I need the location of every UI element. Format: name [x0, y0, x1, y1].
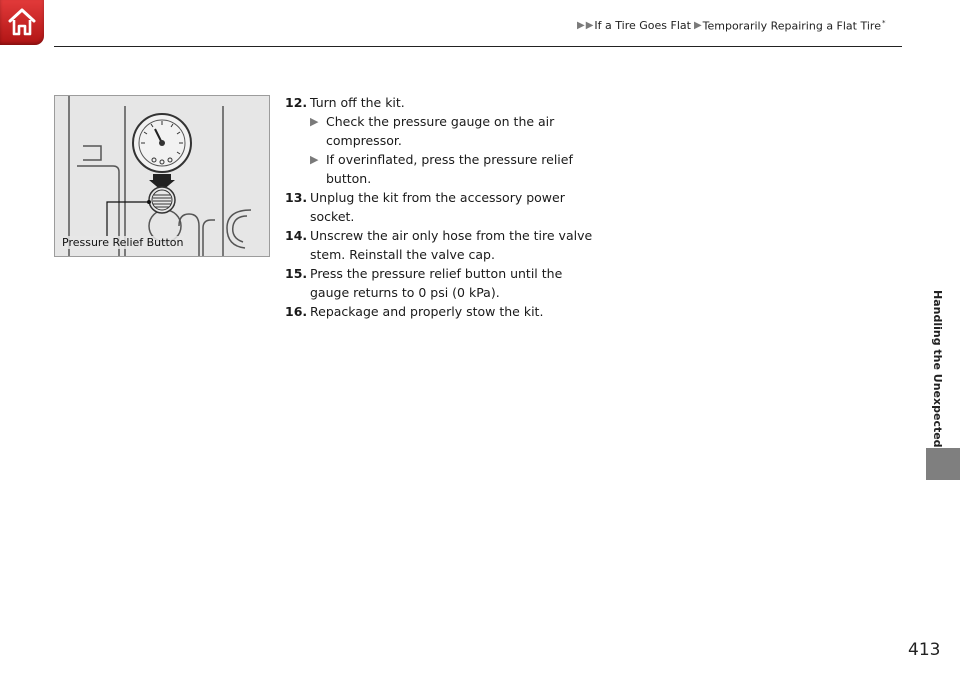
breadcrumb-item-repairing[interactable]	[703, 19, 886, 33]
chapter-tab-marker	[926, 448, 960, 480]
sub-arrow-icon: ▶	[310, 115, 319, 128]
breadcrumb-arrow-icon: ▶	[585, 20, 594, 32]
step-text: Repackage and properly stow the kit.	[310, 304, 544, 319]
header-divider	[54, 46, 902, 47]
sub-arrow-icon: ▶	[310, 153, 319, 166]
chapter-tab-label[interactable]: Handling the Unexpected	[931, 290, 944, 448]
step-text: Unplug the kit from the accessory power socket.	[310, 190, 565, 224]
breadcrumb-arrow-icon: ▶	[577, 20, 585, 32]
breadcrumb	[577, 19, 888, 33]
step-text: Press the pressure relief button until the gauge returns to 0 psi (0 kPa).	[310, 266, 563, 300]
step-number: 14.	[285, 228, 308, 243]
breadcrumb-item-label: Temporarily Repairing a Flat Tire	[702, 19, 881, 33]
compressor-drawing	[55, 96, 270, 257]
step-text: Unscrew the air only hose from the tire valve stem. Reinstall the valve cap.	[310, 228, 593, 262]
step-12-sub-1	[285, 112, 595, 150]
step-14	[285, 226, 595, 264]
step-12-sub-2	[285, 150, 595, 188]
step-number: 16.	[285, 304, 308, 319]
sub-text: If overinflated, press the pressure relief button.	[326, 152, 573, 186]
step-text: Turn off the kit.	[310, 95, 405, 110]
step-13	[285, 188, 595, 226]
compressor-illustration	[54, 95, 270, 257]
figure-caption: Pressure Relief Button	[62, 236, 184, 249]
step-15	[285, 264, 595, 302]
footnote-marker: *	[881, 19, 886, 27]
home-button[interactable]	[0, 0, 44, 45]
instruction-steps	[285, 93, 595, 321]
breadcrumb-arrow-icon: ▶	[693, 20, 702, 32]
sub-text: Check the pressure gauge on the air compressor.	[326, 114, 555, 148]
breadcrumb-item-flat-tire[interactable]: If a Tire Goes Flat	[594, 19, 691, 33]
step-16	[285, 302, 595, 321]
page-number: 413	[908, 640, 941, 660]
step-number: 13.	[285, 190, 308, 205]
step-number: 12.	[285, 95, 308, 110]
step-number: 15.	[285, 266, 308, 281]
step-12	[285, 93, 595, 112]
house-icon	[7, 6, 37, 38]
